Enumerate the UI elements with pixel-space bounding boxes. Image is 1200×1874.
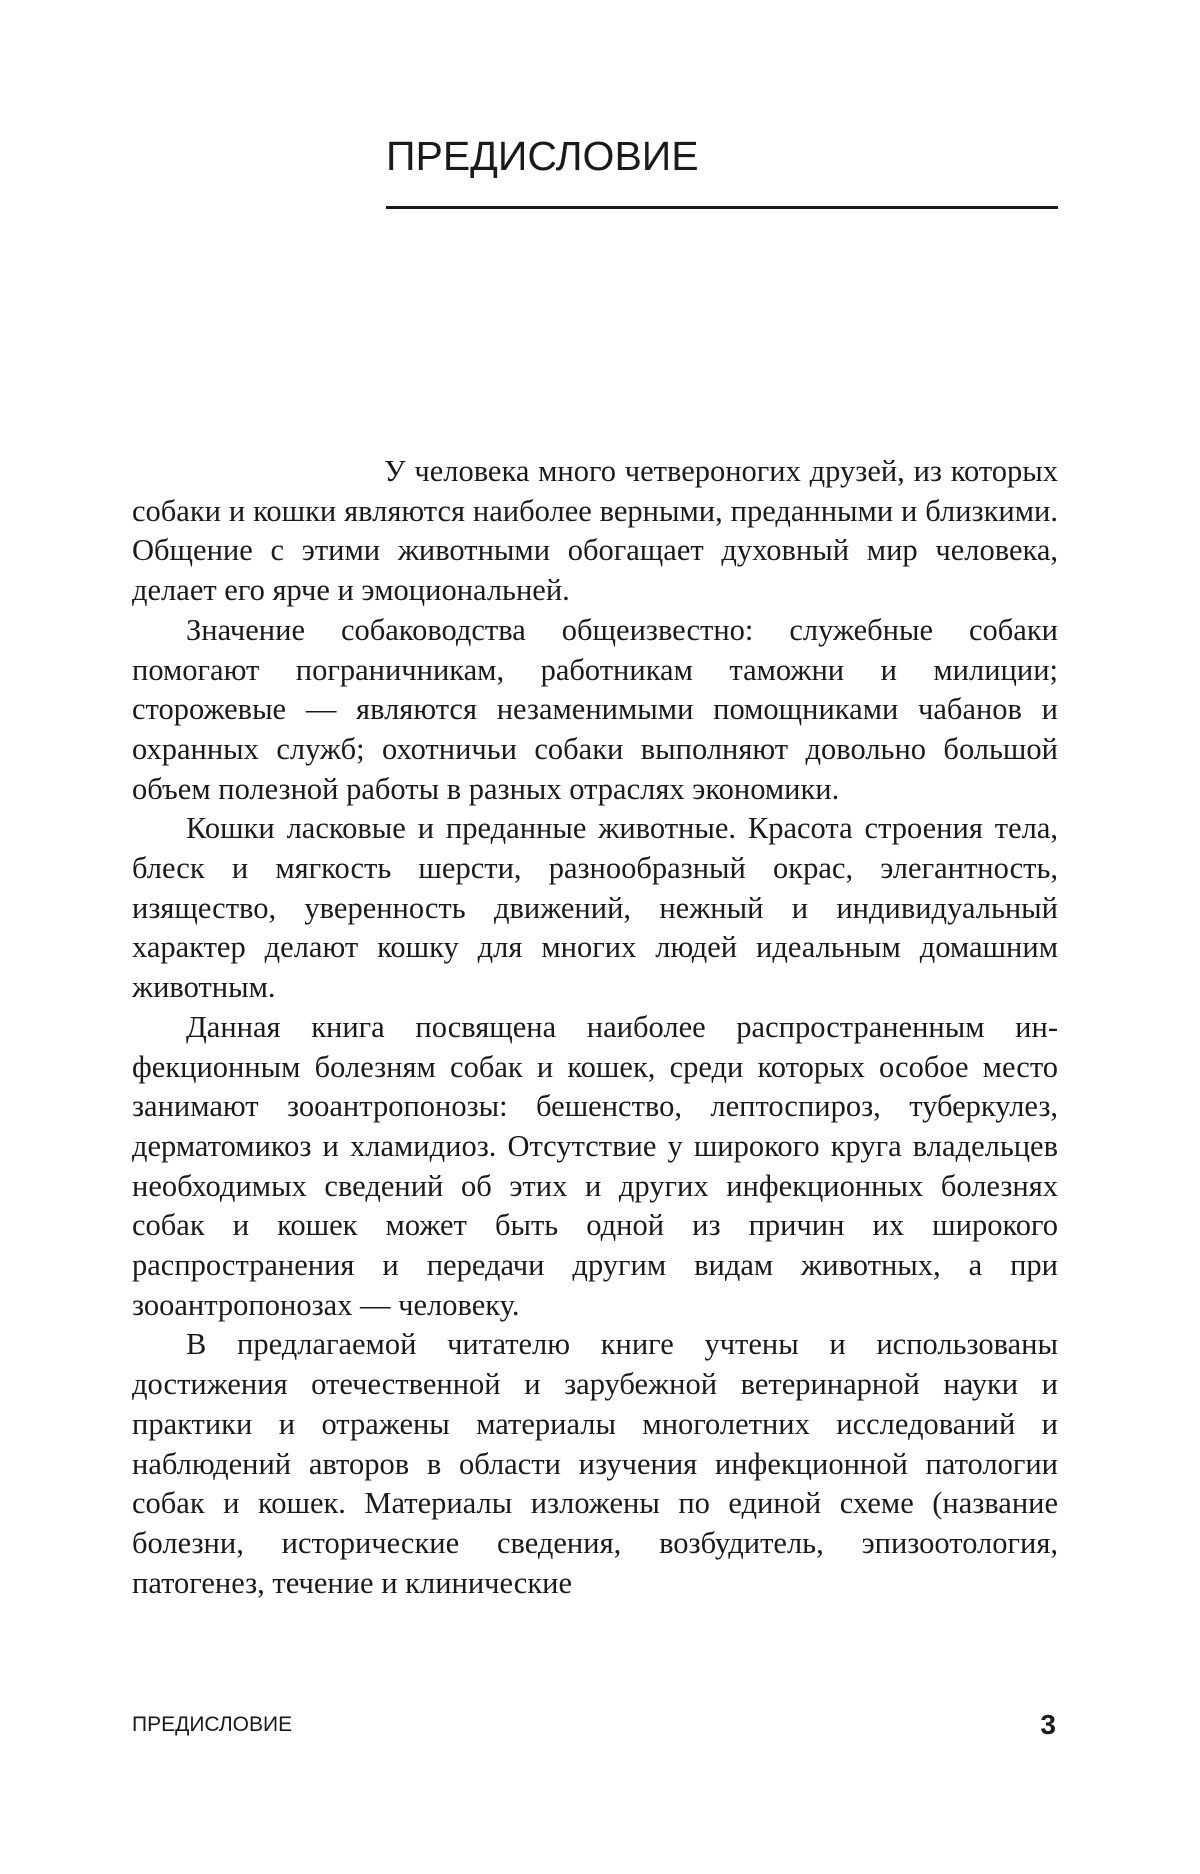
title-rule	[386, 206, 1058, 209]
chapter-title: ПРЕДИСЛОВИЕ	[386, 133, 699, 179]
body-text	[132, 452, 1058, 1603]
paragraph: Кошки ласковые и преданные животные. Красота строения тела, блеск и мягкость шерсти, разнообразный окрас, элегантность, изящество, уверенность движений, нежный и индивидуальный характер делают кошку для многих людей идеальным домашним животным.	[132, 811, 1058, 1005]
paragraph: Данная книга посвящена наиболее распространенным инфекционным болезням собак и кошек, среди которых особое место занимают зооантропонозы: бешенство, лептоспироз, туберкулез, дерматомикоз и хламидиоз. Отсутствие у широкого круга владельцев необходимых сведений об этих и других инфекционных болезнях собак и кошек может быть одной из причин их широкого распространения и передачи другим видам животных, а при зооантропонозах — человеку.	[132, 1009, 1058, 1322]
page-number: 3	[1040, 1709, 1056, 1740]
page-footer	[132, 1709, 1058, 1745]
running-head: ПРЕДИСЛОВИЕ	[132, 1713, 293, 1736]
paragraph: Значение собаководства общеизвестно: служебные собаки помогают пограничникам, работникам таможни и милиции; сторожевые — являются незаменимыми помощниками чабанов и охранных служб; охотничьи собаки выполняют довольно большой объем полезной работы в разных отраслях экономики.	[132, 612, 1058, 806]
paragraph: В предлагаемой читателю книге учтены и использованы достижения отечественной и зарубежной ветеринарной науки и практики и отражены материалы многолетних исследований и наблюдений авторов в области изучения инфекционной патологии собак и кошек. Материалы изложены по единой схеме (название болезни, исторические сведения, возбудитель, эпизоотология, патогенез, течение и клинические	[132, 1327, 1058, 1600]
paragraph: У человека много четвероногих друзей, из которых собаки и кошки являются наиболее верными, преданными и близкими. Общение с этими животными обогащает духовный мир человека, делает его ярче и эмоциональней.	[132, 454, 1058, 608]
